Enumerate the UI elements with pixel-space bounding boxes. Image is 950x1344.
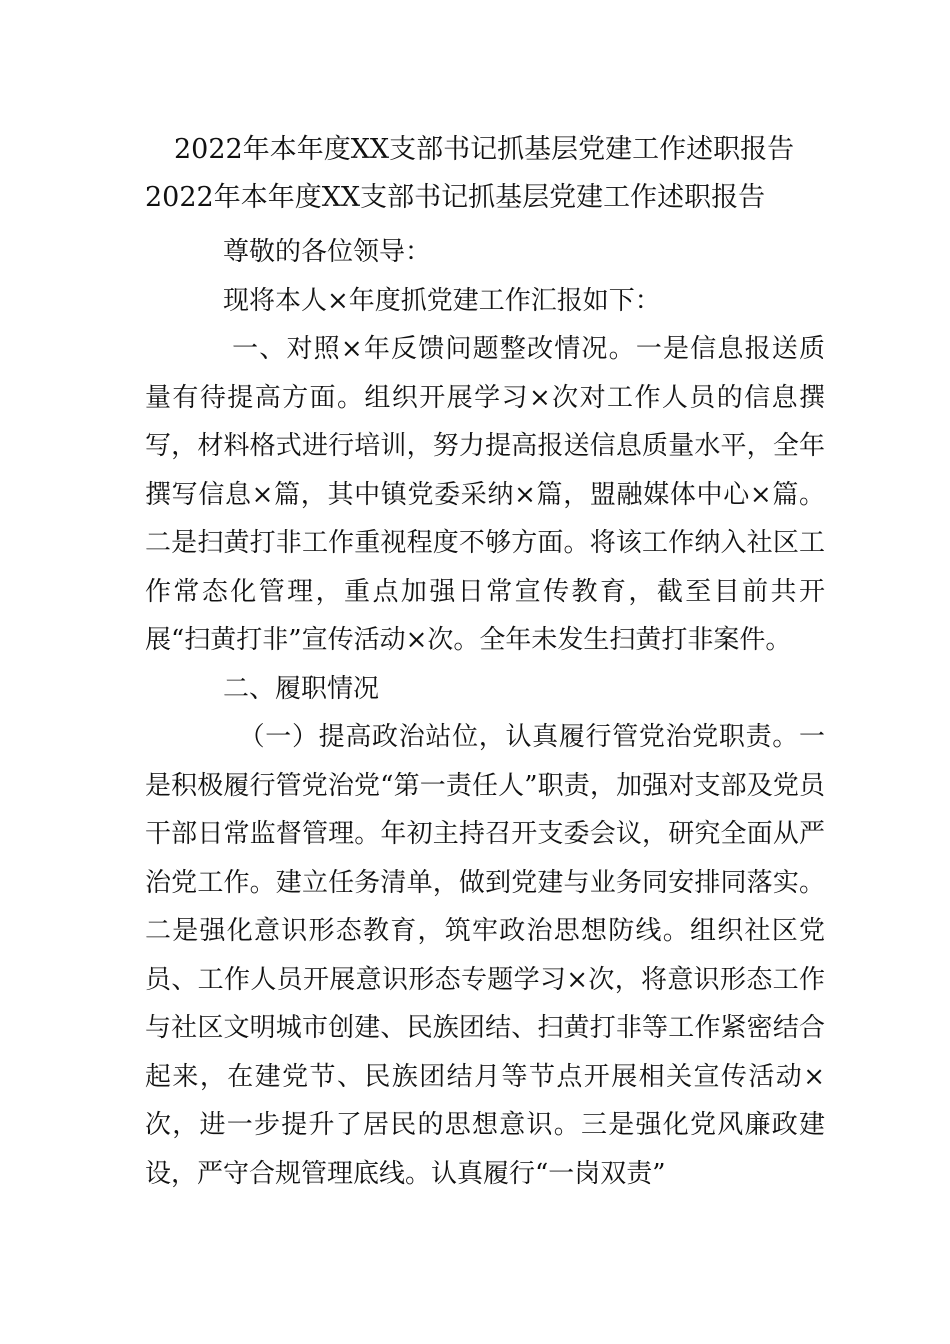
greeting: 尊敬的各位领导：: [223, 237, 432, 267]
document-body: [145, 228, 825, 1198]
document-title-repeat: 2022年本年度XX支部书记抓基层党建工作述职报告: [145, 182, 766, 213]
intro-paragraph: 现将本人×年度抓党建工作汇报如下：: [223, 285, 661, 316]
document-title: 2022年本年度XX支部书记抓基层党建工作述职报告: [174, 134, 795, 165]
section-2-heading: 二、履职情况: [223, 673, 380, 704]
section-2-sub-1-paragraph: （一）提高政治站位，认真履行管党治党职责。一是积极履行管党治党“第一责任人”职责，加强对支部及党员干部日常监督管理。年初主持召开支委会议，研究全面从严治党工作。建立任务清单，做到党建与业务同安排同落实。二是强化意识形态教育，筑牢政治思想防线。组织社区党员、工作人员开展意识形态专题学习×次，将意识形态工作与社区文明城市创建、民族团结、扫黄打非等工作紧密结合起来，在建党节、民族团结月等节点开展相关宣传活动×次，进一步提升了居民的思想意识。三是强化党风廉政建设，严守合规管理底线。认真履行“一岗双责”: [145, 722, 825, 1189]
section-1-paragraph: 一、对照×年反馈问题整改情况。一是信息报送质量有待提高方面。组织开展学习×次对工作人员的信息撰写，材料格式进行培训，努力提高报送信息质量水平，全年撰写信息×篇，其中镇党委采纳×篇，盟融媒体中心×篇。二是扫黄打非工作重视程度不够方面。将该工作纳入社区工作常态化管理，重点加强日常宣传教育，截至目前共开展“扫黄打非”宣传活动×次。全年未发生扫黄打非案件。: [145, 334, 825, 655]
